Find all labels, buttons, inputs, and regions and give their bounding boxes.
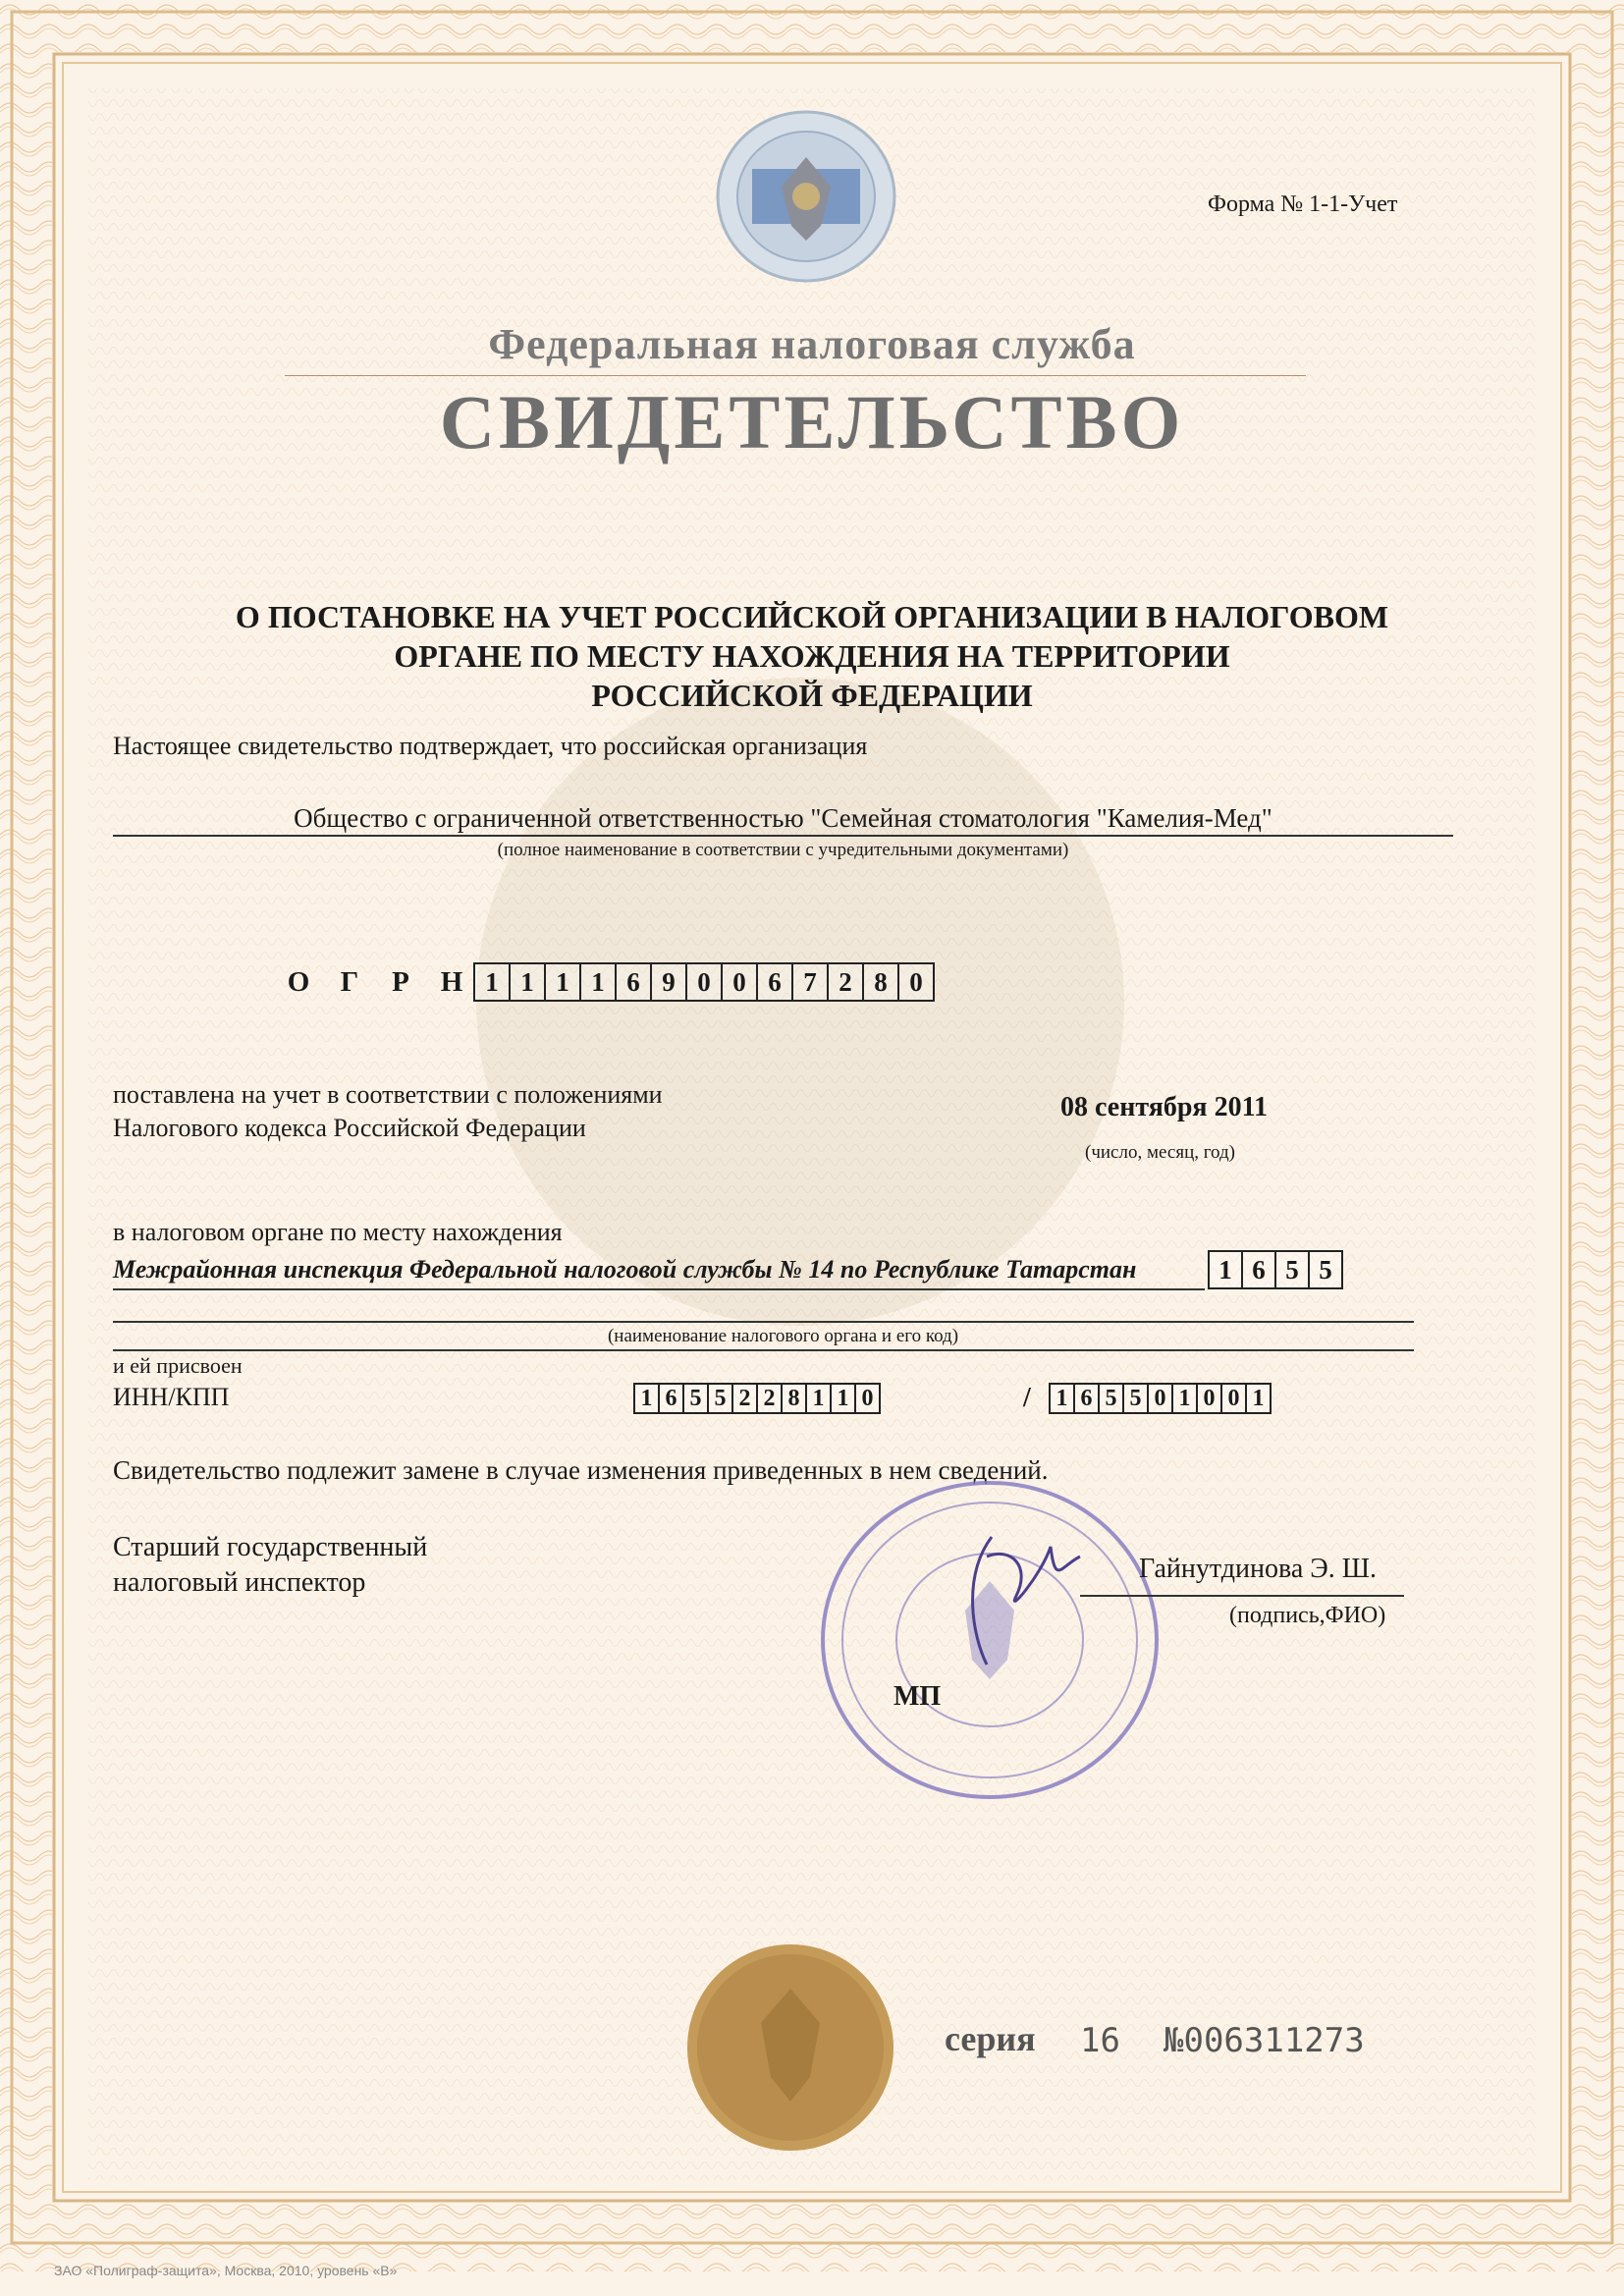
kpp-digit: 6 [1073,1383,1100,1414]
document-number: №006311273 [1164,2021,1365,2060]
kpp-digit: 5 [1098,1383,1124,1414]
inn-digit: 8 [781,1383,807,1414]
subtitle-line: О ПОСТАНОВКЕ НА УЧЕТ РОССИЙСКОЙ ОРГАНИЗАЦИИ В НАЛОГОВОМ [235,599,1389,634]
inn-digit: 1 [805,1383,832,1414]
ogrn-number [473,962,933,1002]
ogrn-digit: 0 [897,962,935,1002]
organization-name: Общество с ограниченной ответственностью "Семейная стоматология "Камелия-Мед" [294,803,1272,833]
document-subtitle [147,597,1477,715]
tax-office-code-digit: 1 [1208,1250,1243,1289]
tax-office-name: Межрайонная инспекция Федеральной налоговой службы № 14 по Республике Татарстан [113,1255,1137,1284]
inn-kpp-label: ИНН/КПП [113,1383,230,1411]
tax-office-code-digit: 5 [1274,1250,1310,1289]
ogrn-digit: 0 [685,962,723,1002]
eagle-watermark [476,678,1124,1326]
gold-seal [682,1940,898,2156]
registration-basis [113,1078,663,1145]
kpp-digit: 0 [1147,1383,1173,1414]
registration-line: поставлена на учет в соответствии с положениями [113,1080,663,1109]
inn-digit: 5 [682,1383,709,1414]
inn-digit: 2 [756,1383,783,1414]
ogrn-digit: 9 [650,962,687,1002]
series-label: серия [945,2019,1036,2058]
kpp-digit: 1 [1245,1383,1272,1414]
inn-number [633,1383,879,1414]
ogrn-digit: 8 [862,962,899,1002]
series-value: 16 [1080,2021,1120,2060]
ogrn-digit: 2 [827,962,864,1002]
form-number: Форма № 1-1-Учет [1208,191,1398,217]
inspector-name: Гайнутдинова Э. Ш. [1139,1554,1377,1584]
inspector-line: Старший государственный [113,1532,428,1562]
intro-text: Настоящее свидетельство подтверждает, что российская организация [113,732,868,760]
kpp-digit: 0 [1220,1383,1247,1414]
ogrn-digit: 1 [509,962,546,1002]
location-text: в налоговом органе по месту нахождения [113,1218,563,1246]
tax-office-caption: (наименование налогового органа и его код) [607,1326,959,1346]
kpp-digit: 5 [1122,1383,1149,1414]
kpp-digit: 0 [1196,1383,1222,1414]
tax-office-code-digit: 6 [1241,1250,1276,1289]
kpp-digit: 1 [1171,1383,1198,1414]
kpp-number [1049,1383,1270,1414]
replacement-note: Свидетельство подлежит замене в случае изменения приведенных в нем сведений. [113,1455,1049,1485]
inn-digit: 1 [830,1383,856,1414]
registration-line: Налогового кодекса Российской Федерации [113,1114,586,1142]
subtitle-line: ОРГАНЕ ПО МЕСТУ НАХОЖДЕНИЯ НА ТЕРРИТОРИИ [394,638,1230,674]
document-title: СВИДЕТЕЛЬСТВО [439,379,1185,465]
ogrn-digit: 1 [579,962,617,1002]
inn-digit: 1 [633,1383,660,1414]
ogrn-digit: 1 [544,962,581,1002]
ogrn-digit: 1 [473,962,511,1002]
ogrn-letter: О [287,965,310,998]
ogrn-letter: Н [440,965,463,998]
signature-caption: (подпись,ФИО) [1229,1603,1386,1628]
inspector-line: налоговый инспектор [113,1567,366,1598]
inspector-signature [933,1517,1090,1674]
assigned-text: и ей присвоен [113,1353,243,1378]
ogrn-digit: 0 [721,962,758,1002]
inn-digit: 0 [854,1383,881,1414]
inn-kpp-separator: / [1023,1383,1031,1413]
inspector-position [113,1530,427,1601]
inn-digit: 2 [731,1383,758,1414]
inn-digit: 6 [658,1383,684,1414]
tax-office-code [1208,1250,1341,1289]
kpp-digit: 1 [1049,1383,1075,1414]
ogrn-letter: Г [340,965,359,998]
ogrn-digit: 6 [756,962,793,1002]
ogrn-letters [273,962,477,1002]
ogrn-digit: 6 [615,962,652,1002]
printer-line: ЗАО «Полиграф-защита», Москва, 2010, уровень «В» [54,2263,398,2278]
tax-office-code-digit: 5 [1308,1250,1343,1289]
inn-digit: 5 [707,1383,733,1414]
ogrn-digit: 7 [791,962,829,1002]
registration-date: 08 сентября 2011 [1060,1092,1269,1122]
subtitle-line: РОССИЙСКОЙ ФЕДЕРАЦИИ [591,678,1033,713]
organization-name-caption: (полное наименование в соответствии с учредительными документами) [497,840,1069,860]
stamp-place-label: МП [893,1681,942,1712]
ogrn-letter: Р [392,965,409,998]
service-name: Федеральная налоговая служба [488,320,1136,368]
hologram-emblem [713,108,899,285]
date-caption: (число, месяц, год) [1085,1142,1236,1163]
